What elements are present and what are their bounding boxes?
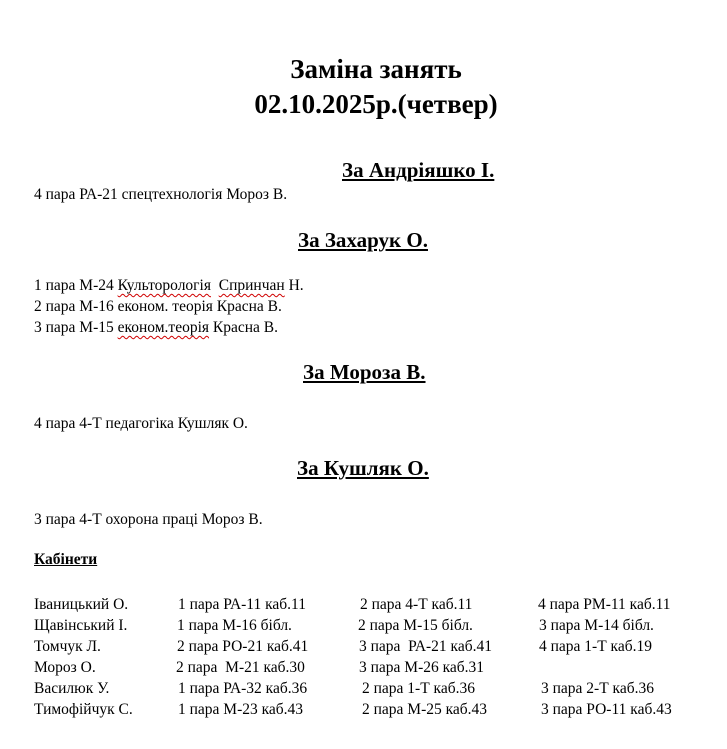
substitution-line [34, 317, 278, 338]
spellcheck-word: Спринчан [218, 277, 285, 294]
cabinet-cell: 3 пара 2-Т каб.36 [541, 680, 654, 697]
teacher-name: Іваницький О. [34, 596, 129, 613]
section-heading-moroz: За Мороза В. [303, 360, 426, 384]
cabinet-cell: 3 пара М-14 бібл. [539, 617, 654, 634]
cabinet-cell: 3 пара РА-21 каб.41 [359, 638, 492, 655]
cabinet-cell: 1 пара М-16 бібл. [177, 617, 292, 634]
substitution-line: 2 пара М-16 економ. теорія Красна В. [34, 298, 282, 315]
spellcheck-word: Культорологія [117, 277, 211, 294]
substitution-line: 3 пара 4-Т охорона праці Мороз В. [34, 511, 263, 528]
cabinet-cell: 2 пара РО-21 каб.41 [177, 638, 309, 655]
cabinet-cell: 3 пара РО-11 каб.43 [541, 701, 672, 718]
cabinet-cell: 3 пара М-26 каб.31 [359, 659, 485, 676]
cabinet-cell: 2 пара 1-Т каб.36 [362, 680, 475, 697]
teacher-name: Щавінський І. [34, 617, 128, 634]
section-heading-zakharuk: За Захарук О. [298, 228, 428, 252]
cabinet-cell: 2 пара 4-Т каб.11 [360, 596, 473, 613]
spellcheck-word: економ.теорія [117, 319, 210, 336]
cabinet-cell: 4 пара РМ-11 каб.11 [538, 596, 671, 613]
cabinet-cell: 2 пара М-21 каб.30 [176, 659, 305, 676]
cabinet-cell: 2 пара М-15 бібл. [358, 617, 473, 634]
substitution-line [34, 275, 304, 296]
teacher-name: Мороз О. [34, 659, 96, 676]
section-heading-andriiashko: За Андріяшко І. [342, 158, 495, 182]
line-text: 3 пара М-15 [34, 319, 118, 336]
cabinet-cell: 1 пара РА-11 каб.11 [178, 596, 306, 613]
teacher-name: Томчук Л. [34, 638, 101, 655]
line-text: Н. [284, 277, 304, 294]
section-heading-kushliak: За Кушляк О. [297, 456, 429, 480]
teacher-name: Василюк У. [34, 680, 110, 697]
cabinet-cell: 4 пара 1-Т каб.19 [539, 638, 652, 655]
page-title: Заміна занять [290, 54, 462, 84]
cabinet-cell: 1 пара М-23 каб.43 [178, 701, 304, 718]
substitution-line: 4 пара РА-21 спецтехнологія Мороз В. [34, 186, 288, 203]
line-text: Красна В. [209, 319, 279, 336]
cabinets-heading: Кабінети [34, 551, 98, 568]
teacher-name: Тимофійчук С. [34, 701, 133, 718]
line-text [211, 277, 219, 294]
substitution-line: 4 пара 4-Т педагогіка Кушляк О. [34, 415, 248, 432]
cabinet-cell: 2 пара М-25 каб.43 [362, 701, 488, 718]
page-date: 02.10.2025р.(четвер) [254, 89, 498, 119]
line-text: 1 пара М-24 [34, 277, 118, 294]
cabinet-cell: 1 пара РА-32 каб.36 [178, 680, 308, 697]
